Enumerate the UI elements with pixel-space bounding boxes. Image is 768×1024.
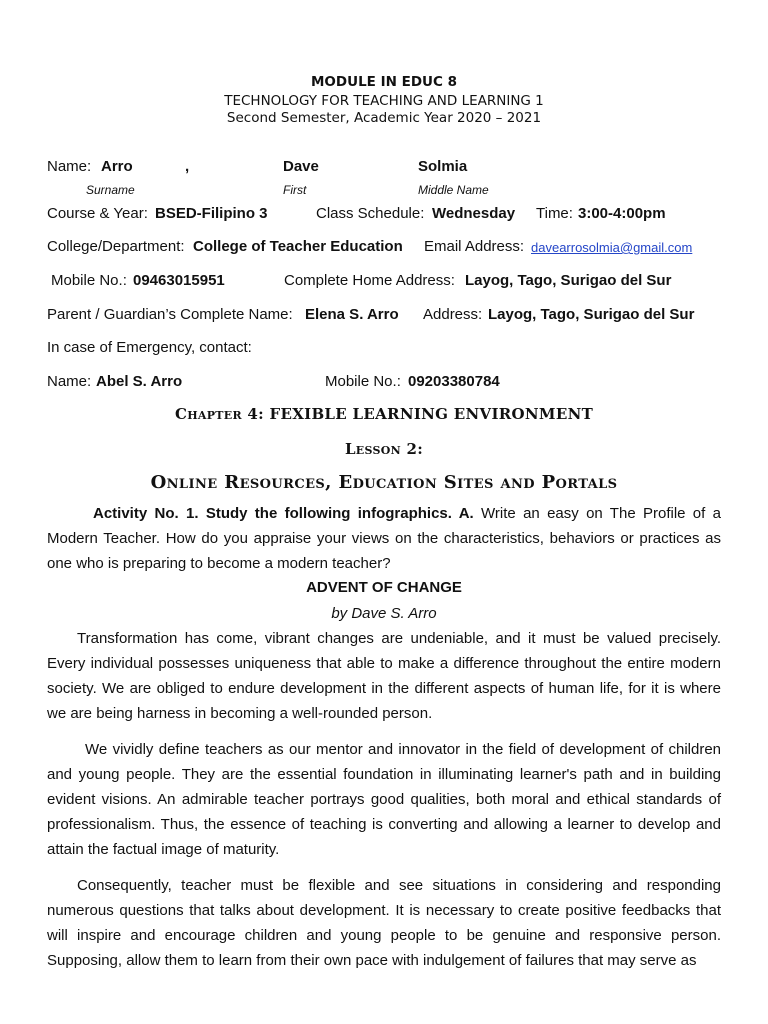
emergency-label: In case of Emergency, contact: <box>47 339 252 356</box>
emergency-name-value: Abel S. Arro <box>96 373 183 390</box>
schedule-value: Wednesday <box>432 205 516 222</box>
lesson-title: Online Resources, Education Sites and Portals <box>150 472 618 493</box>
first-caption: First <box>283 183 307 197</box>
activity-text: Write an easy on The Profile of a Modern Teacher. How do you appraise your views on the characteristics, behaviors or practices as one who is preparing to become a modern teacher? <box>47 505 721 572</box>
chapter-heading: Chapter 4: FEXIBLE LEARNING ENVIRONMENT <box>174 405 594 423</box>
surname-caption: Surname <box>86 183 135 197</box>
guardian-name: Elena S. Arro <box>305 306 399 323</box>
emergency-mobile-label: Mobile No.: <box>325 373 401 390</box>
time-label: Time: <box>536 205 573 222</box>
emergency-name-label: Name: <box>47 373 92 390</box>
semester-line: Second Semester, Academic Year 2020 – 2021 <box>226 110 542 126</box>
time-value: 3:00-4:00pm <box>578 205 666 222</box>
essay-paragraph: Consequently, teacher must be flexible and see situations in considering and responding numerous questions that talks about development. It is necessary to create positive feedbacks that will inspire and encourage children and young people to be genuine and responsive person. Supposing, allow them to learn from their own pace with indulgement of failures that may serve as <box>47 877 721 969</box>
surname-value: Arro <box>101 158 133 175</box>
activity-instructions <box>47 501 721 576</box>
essay-author: by Dave S. Arro <box>331 605 437 622</box>
module-title: MODULE IN EDUC 8 <box>310 74 457 90</box>
guardian-address-value: Layog, Tago, Surigao del Sur <box>488 306 695 323</box>
guardian-address-label: Address: <box>423 306 483 323</box>
activity-label: Activity No. 1. Study the following infographics. A. <box>93 505 474 522</box>
home-address-value: Layog, Tago, Surigao del Sur <box>465 272 672 289</box>
college-value: College of Teacher Education <box>193 238 403 255</box>
name-comma: , <box>185 158 190 175</box>
home-address-label: Complete Home Address: <box>284 272 455 289</box>
email-link[interactable]: davearrosolmia@gmail.com <box>531 240 693 255</box>
emergency-mobile-value: 09203380784 <box>408 373 500 390</box>
guardian-label: Parent / Guardian’s Complete Name: <box>47 306 293 323</box>
first-name-value: Dave <box>283 158 319 175</box>
essay-title: ADVENT OF CHANGE <box>306 579 462 596</box>
mobile-value: 09463015951 <box>133 272 225 289</box>
essay-paragraph: Transformation has come, vibrant changes are undeniable, and it must be valued precisely. Every individual possesses uniqueness that able to make a difference throughout the entire modern society. We are obliged to endure development in the different aspects of human life, for it is where we are being harness in becoming a well-rounded person. <box>47 630 721 722</box>
middle-name-value: Solmia <box>418 158 468 175</box>
course-label: Course & Year: <box>47 205 148 222</box>
essay-paragraph: We vividly define teachers as our mentor and innovator in the field of development of children and young people. They are the essential foundation in illuminating learner's path and in building evident visions. An admirable teacher portrays good qualities, both moral and ethical standards of professionalism. Thus, the essence of teaching is converting and allowing a learner to develop and attain the factual image of maturity. <box>47 741 721 858</box>
lesson-number: Lesson 2: <box>344 440 424 458</box>
name-label: Name: <box>47 158 92 175</box>
email-label: Email Address: <box>424 238 525 255</box>
course-title: TECHNOLOGY FOR TEACHING AND LEARNING 1 <box>224 93 544 109</box>
course-value: BSED-Filipino 3 <box>155 205 268 222</box>
middle-caption: Middle Name <box>418 183 489 197</box>
mobile-label: Mobile No.: <box>51 272 127 289</box>
schedule-label: Class Schedule: <box>316 205 425 222</box>
college-label: College/Department: <box>47 238 185 255</box>
